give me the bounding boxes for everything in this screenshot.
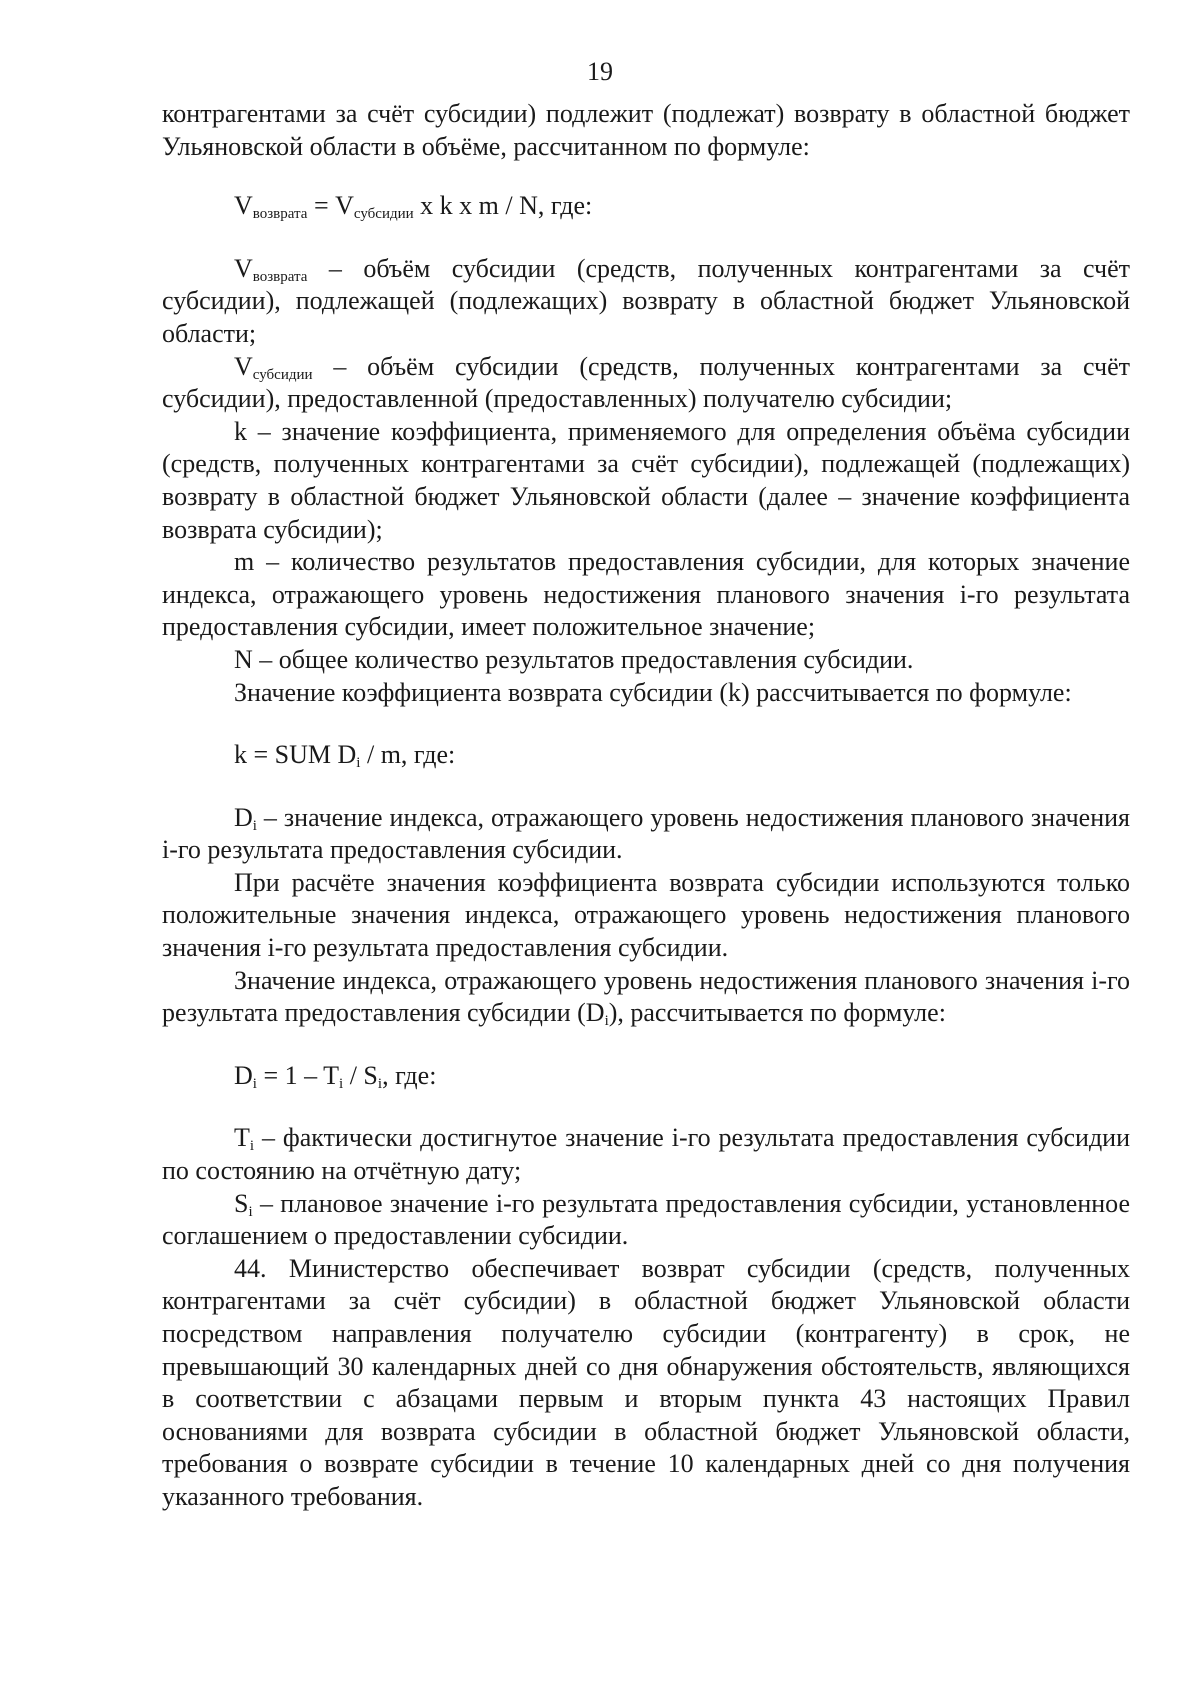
- definition-d: $D_i$ – значение индекса, отражающего уровень недостижения планового значения i-го результата предоставления субсидии.: [162, 802, 1130, 865]
- definition-s: $S_i$ – плановое значение i-го результата предоставления субсидии, установленное соглашением о предоставлении субсидии.: [162, 1188, 1130, 1251]
- definition-v-return: $V_{возврата}$ – объём субсидии (средств, полученных контрагентами за счёт субсидии), подлежащей (подлежащих) возврату в областной бюджет Ульяновской области;: [162, 253, 1130, 348]
- formula-index: $D_i = 1 - T_i / S_i$, где:: [234, 1060, 437, 1092]
- paragraph-44: 44. Министерство обеспечивает возврат субсидии (средств, полученных контрагентами за счёт субсидии) в областной бюджет Ульяновской области посредством направления получателю субсидии (контрагенту) в срок, не превышающий 30 календарных дней со дня обнаружения обстоятельств, являющихся в соответствии с абзацами первым и вторым пункта 43 настоящих Правил основаниями для возврата субсидии в областной бюджет Ульяновской области, требования о возврате субсидии в течение 10 календарных дней со дня получения указанного требования.: [162, 1253, 1130, 1511]
- definition-k: k – значение коэффициента, применяемого для определения объёма субсидии (средств, полученных контрагентами за счёт субсидии), подлежащей (подлежащих) возврату в областной бюджет Ульяновской области (далее – значение коэффициента возврата субсидии);: [162, 416, 1130, 544]
- document-body: [162, 98, 1130, 1514]
- coefficient-intro: Значение коэффициента возврата субсидии (k) рассчитывается по формуле:: [234, 677, 1072, 707]
- definition-m: m – количество результатов предоставления субсидии, для которых значение индекса, отражающего уровень недостижения планового значения i-го результата предоставления субсидии, имеет положительное значение;: [162, 547, 1130, 642]
- definition-v-subsidy: $V_{субсидии}$ – объём субсидии (средств, полученных контрагентами за счёт субсидии), предоставленной (предоставленных) получателю субсидии;: [162, 351, 1130, 414]
- definition-n: N – общее количество результатов предоставления субсидии.: [234, 644, 914, 674]
- intro-paragraph: контрагентами за счёт субсидии) подлежит (подлежат) возврату в областной бюджет Ульяновской области в объёме, рассчитанном по формуле:: [162, 99, 1130, 161]
- page-number: 19: [587, 57, 613, 86]
- index-intro: Значение индекса, отражающего уровень недостижения планового значения i-го результата предоставления субсидии $(D_i)$, рассчитывается по формуле:: [162, 965, 1130, 1030]
- calculation-note: При расчёте значения коэффициента возврата субсидии используются только положительные значения индекса, отражающего уровень недостижения планового значения i-го результата предоставления субсидии.: [162, 867, 1130, 963]
- formula-return-volume: $V_{возврата} = V_{субсидии}$ x k x m / N, где:: [234, 191, 593, 223]
- formula-coefficient: k = SUM $D_i$ / m, где:: [234, 740, 456, 772]
- definition-t: $T_i$ – фактически достигнутое значение i-го результата предоставления субсидии по состоянию на отчётную дату;: [162, 1123, 1130, 1186]
